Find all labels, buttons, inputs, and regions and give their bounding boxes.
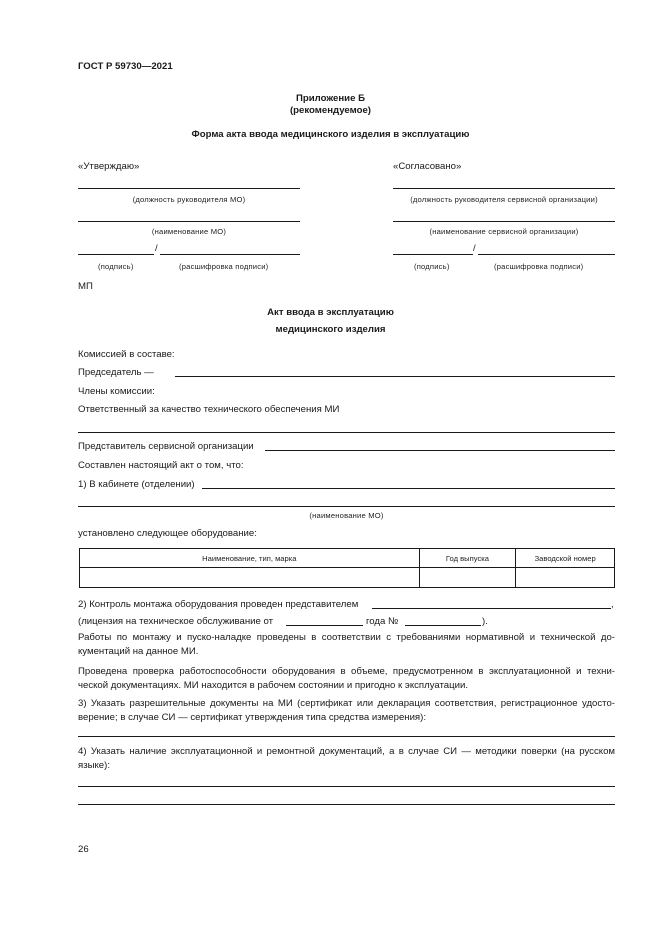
license-number-line — [405, 625, 481, 626]
works-paragraph: Работы по монтажу и пуско-наладке проведены в соответствии с требованиями нормативной и технической до-кументаций на данное МИ. — [78, 632, 615, 657]
approve-heading: «Утверждаю» — [78, 161, 140, 172]
item4-line-1 — [78, 786, 615, 787]
item3-line — [78, 736, 615, 737]
approve-signature-caption: (подпись) — [98, 262, 134, 271]
cell-year — [419, 568, 516, 588]
license-date-line — [286, 625, 363, 626]
cell-serial — [516, 568, 615, 588]
license-year: года № — [366, 616, 399, 627]
header-name: Наименование, тип, марка — [80, 549, 420, 568]
cell-name — [80, 568, 420, 588]
agree-signature-caption: (подпись) — [414, 262, 450, 271]
item1-line — [202, 488, 615, 489]
compiled-label: Составлен настоящий акт о том, что: — [78, 460, 244, 471]
item2-label: 2) Контроль монтажа оборудования проведен представителем — [78, 599, 359, 610]
agree-heading: «Согласовано» — [393, 161, 462, 172]
license-prefix: (лицензия на техническое обслуживание от — [78, 616, 274, 627]
header-year: Год выпуска — [419, 549, 516, 568]
page-number: 26 — [78, 844, 89, 855]
chairman-line — [175, 376, 615, 377]
approve-decode-line — [160, 254, 300, 255]
act-title-line2: медицинского изделия — [275, 324, 386, 335]
item4-line-2 — [78, 804, 615, 805]
table-header-row — [80, 549, 615, 568]
license-end: ). — [482, 616, 488, 627]
mo-line — [78, 506, 615, 507]
item1-label: 1) В кабинете (отделении) — [78, 479, 195, 490]
act-title-line1: Акт ввода в эксплуатацию — [267, 307, 394, 318]
agree-slash: / — [473, 243, 476, 254]
members-label: Члены комиссии: — [78, 386, 155, 397]
check-paragraph: Проведена проверка работоспособности оборудования в объеме, предусмотренном в эксплуатационной и техни-ческой документациях. МИ находится в рабочем состоянии и пригодно к эксплуатации. — [78, 666, 615, 691]
equipment-table — [79, 548, 615, 588]
appendix-title: Приложение Б — [296, 93, 365, 104]
agree-decode-line — [478, 254, 615, 255]
approve-position-caption: (должность руководителя МО) — [132, 195, 246, 204]
item3-paragraph: 3) Указать разрешительные документы на МИ (сертификат или декларация соответствия, регистрационное удосто-верение; в случае СИ — сертификат утверждения типа средства измерения): — [78, 698, 615, 723]
header-serial: Заводской номер — [516, 549, 615, 568]
agree-org-caption: (наименование сервисной организации) — [429, 227, 579, 236]
form-title: Форма акта ввода медицинского изделия в эксплуатацию — [191, 129, 470, 140]
item2-comma: , — [611, 599, 614, 610]
standard-number: ГОСТ Р 59730—2021 — [78, 61, 173, 72]
service-rep-label: Представитель сервисной организации — [78, 441, 254, 452]
agree-decode-caption: (расшифровка подписи) — [494, 262, 584, 271]
item2-line — [372, 608, 611, 609]
approve-decode-caption: (расшифровка подписи) — [179, 262, 269, 271]
approve-position-line — [78, 188, 300, 189]
chairman-label: Председатель — — [78, 367, 154, 378]
approve-org-caption: (наименование МО) — [151, 227, 227, 236]
commission-label: Комиссией в составе: — [78, 349, 175, 360]
agree-position-caption: (должность руководителя сервисной организации) — [410, 195, 598, 204]
agree-signature-line — [393, 254, 473, 255]
item4-paragraph: 4) Указать наличие эксплуатационной и ремонтной документаций, а в случае СИ — методики поверки (на русском языке): — [78, 746, 615, 771]
responsible-line — [78, 432, 615, 433]
mo-caption: (наименование МО) — [309, 511, 384, 520]
stamp-label: МП — [78, 281, 93, 292]
agree-org-line — [393, 221, 615, 222]
installed-label: установлено следующее оборудование: — [78, 528, 257, 539]
approve-org-line — [78, 221, 300, 222]
responsible-label: Ответственный за качество технического обеспечения МИ — [78, 404, 340, 415]
table-row — [80, 568, 615, 588]
appendix-subtitle: (рекомендуемое) — [289, 105, 371, 116]
approve-slash: / — [155, 243, 158, 254]
service-rep-line — [265, 450, 615, 451]
agree-position-line — [393, 188, 615, 189]
approve-signature-line — [78, 254, 154, 255]
